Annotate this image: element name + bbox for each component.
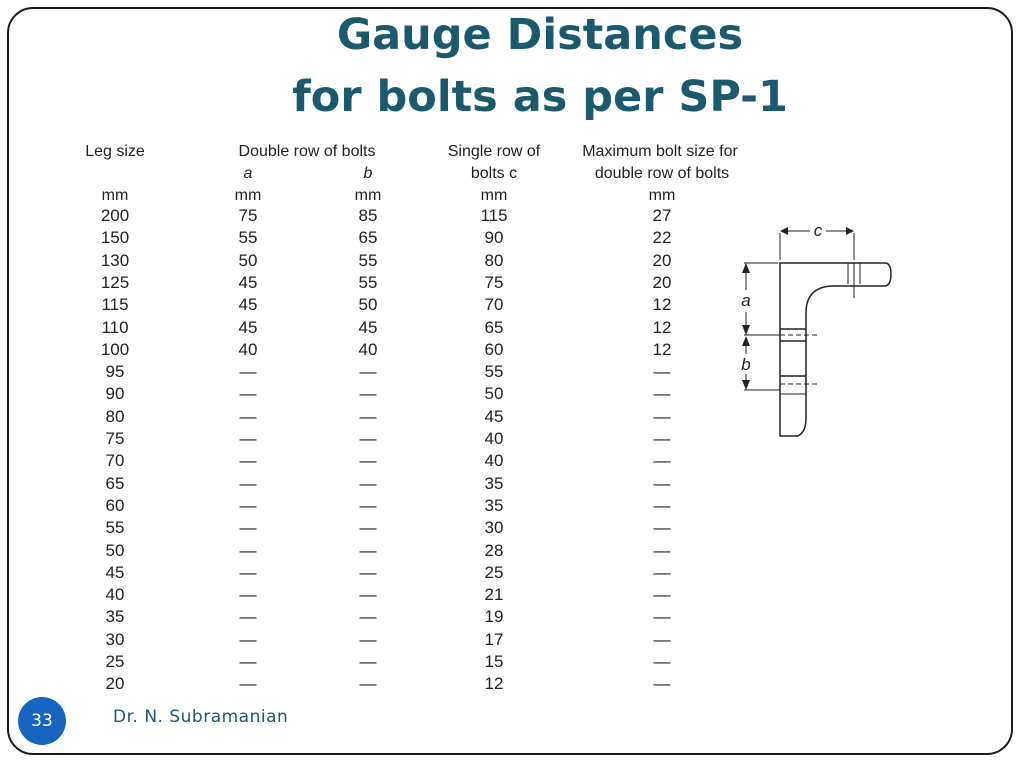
cell-single-row: 25 <box>484 562 504 582</box>
cell-max-bolt-size: 27 <box>652 206 672 225</box>
header-column-a: a <box>243 165 253 182</box>
cell-max-bolt-size: — <box>653 473 671 493</box>
cell-single-row: 65 <box>484 317 504 337</box>
cell-leg-size: 130 <box>100 250 130 270</box>
cell-leg-size: 20 <box>105 674 125 694</box>
cell-b: — <box>359 429 377 448</box>
cell-b: — <box>359 518 377 538</box>
cell-max-bolt-size: — <box>653 562 671 582</box>
cell-b: — <box>359 585 377 605</box>
cell-leg-size: 125 <box>100 272 130 292</box>
c-arrow-right <box>846 227 854 235</box>
cell-a: — <box>239 674 257 694</box>
cell-leg-size: 90 <box>105 384 125 404</box>
cell-b: 40 <box>358 339 378 359</box>
cell-b: 55 <box>358 272 378 292</box>
angle-outline <box>780 263 891 436</box>
cell-a: — <box>239 540 257 560</box>
cell-leg-size: 80 <box>105 406 125 426</box>
cell-leg-size: 35 <box>105 607 125 627</box>
cell-a: 50 <box>238 250 258 270</box>
cell-leg-size: 40 <box>105 585 125 605</box>
header-leg-size: Leg size <box>85 143 145 160</box>
cell-single-row: 35 <box>484 495 504 515</box>
cell-single-row: 55 <box>484 362 504 382</box>
cell-max-bolt-size: — <box>653 629 671 649</box>
cell-max-bolt-size: — <box>653 495 671 515</box>
cell-single-row: 28 <box>484 540 504 560</box>
cell-a: — <box>239 406 257 426</box>
cell-b: — <box>359 540 377 560</box>
a-arrow-top <box>742 263 750 273</box>
cell-leg-size: 200 <box>100 206 130 225</box>
angle-section-diagram <box>736 218 896 448</box>
cell-a: — <box>239 562 257 582</box>
unit-max-bolt: mm <box>648 187 676 204</box>
header-column-b: b <box>363 165 373 182</box>
cell-leg-size: 55 <box>105 518 125 538</box>
cell-leg-size: 110 <box>101 317 129 337</box>
a-arrow-bottom <box>742 325 750 335</box>
cell-leg-size: 30 <box>105 629 125 649</box>
cell-leg-size: 95 <box>105 362 125 382</box>
label-c: c <box>813 221 823 240</box>
cell-leg-size: 45 <box>105 562 125 582</box>
cell-a: — <box>239 384 257 404</box>
cell-single-row: 75 <box>484 272 504 292</box>
cell-b: — <box>359 495 377 515</box>
cell-a: — <box>239 607 257 627</box>
cell-a: — <box>239 629 257 649</box>
cell-b: — <box>359 629 377 649</box>
cell-single-row: 40 <box>484 451 504 471</box>
cell-b: — <box>359 562 377 582</box>
header-single-row-line-2: bolts c <box>470 165 518 182</box>
cell-max-bolt-size: — <box>653 674 671 694</box>
cell-a: 55 <box>238 228 258 248</box>
cell-leg-size: 75 <box>105 429 125 448</box>
header-single-row-line-1: Single row of <box>447 143 541 160</box>
cell-single-row: 45 <box>484 406 504 426</box>
cell-max-bolt-size: 12 <box>652 295 672 315</box>
cell-max-bolt-size: — <box>653 540 671 560</box>
unit-b: mm <box>354 187 382 204</box>
cell-leg-size: 150 <box>100 228 130 248</box>
header-max-bolt-line-2: double row of bolts <box>594 165 730 182</box>
cell-single-row: 115 <box>480 206 508 225</box>
cell-max-bolt-size: — <box>653 406 671 426</box>
cell-single-row: 50 <box>484 384 504 404</box>
cell-max-bolt-size: — <box>653 429 671 448</box>
cell-single-row: 80 <box>484 250 504 270</box>
cell-a: 75 <box>238 206 258 225</box>
cell-max-bolt-size: 20 <box>652 250 672 270</box>
cell-b: — <box>359 674 377 694</box>
slide-title-line-2: for bolts as per SP-1 <box>292 72 788 122</box>
unit-a: mm <box>234 187 262 204</box>
b-arrow-top <box>742 336 750 346</box>
cell-b: 65 <box>358 228 378 248</box>
cell-max-bolt-size: — <box>653 607 671 627</box>
unit-single-row: mm <box>480 187 508 204</box>
label-b: b <box>741 355 751 374</box>
label-a: a <box>741 291 751 310</box>
cell-max-bolt-size: — <box>653 362 671 382</box>
cell-single-row: 40 <box>484 429 504 448</box>
cell-single-row: 30 <box>484 518 504 538</box>
cell-single-row: 35 <box>484 473 504 493</box>
cell-a: — <box>239 451 257 471</box>
cell-a: — <box>239 585 257 605</box>
cell-a: 45 <box>238 317 258 337</box>
author-footer: Dr. N. Subramanian <box>113 707 289 727</box>
cell-b: 55 <box>358 250 378 270</box>
cell-a: — <box>239 429 257 448</box>
cell-max-bolt-size: — <box>653 585 671 605</box>
cell-leg-size: 60 <box>105 495 125 515</box>
cell-b: — <box>359 451 377 471</box>
cell-leg-size: 65 <box>105 473 125 493</box>
page-number-badge: 33 <box>18 697 66 745</box>
cell-b: — <box>359 607 377 627</box>
cell-single-row: 60 <box>484 339 504 359</box>
cell-b: 85 <box>358 206 378 225</box>
cell-max-bolt-size: 12 <box>652 317 672 337</box>
cell-b: — <box>359 473 377 493</box>
cell-single-row: 12 <box>484 674 504 694</box>
cell-a: — <box>239 362 257 382</box>
cell-leg-size: 50 <box>105 540 125 560</box>
header-double-row: Double row of bolts <box>238 143 376 160</box>
cell-b: — <box>359 652 377 671</box>
cell-b: — <box>359 406 377 426</box>
cell-b: — <box>359 362 377 382</box>
cell-a: 45 <box>238 272 258 292</box>
cell-max-bolt-size: 12 <box>652 339 672 359</box>
cell-b: 45 <box>358 317 378 337</box>
cell-max-bolt-size: 22 <box>652 228 672 248</box>
cell-single-row: 90 <box>484 228 504 248</box>
cell-a: — <box>239 495 257 515</box>
c-arrow-left <box>780 227 788 235</box>
slide-title-line-1: Gauge Distances <box>336 10 744 60</box>
cell-leg-size: 70 <box>105 451 125 471</box>
cell-single-row: 17 <box>484 629 504 649</box>
cell-a: 45 <box>238 295 258 315</box>
cell-max-bolt-size: — <box>653 518 671 538</box>
cell-b: 50 <box>358 295 378 315</box>
cell-max-bolt-size: — <box>653 652 671 671</box>
cell-max-bolt-size: 20 <box>652 272 672 292</box>
cell-a: — <box>239 518 257 538</box>
cell-max-bolt-size: — <box>653 451 671 471</box>
b-arrow-bottom <box>742 380 750 390</box>
cell-max-bolt-size: — <box>653 384 671 404</box>
unit-leg-size: mm <box>101 187 129 204</box>
cell-a: — <box>239 473 257 493</box>
cell-leg-size: 25 <box>105 652 125 671</box>
header-max-bolt-line-1: Maximum bolt size for <box>582 143 738 160</box>
cell-a: 40 <box>238 339 258 359</box>
cell-single-row: 19 <box>484 607 504 627</box>
cell-single-row: 21 <box>484 585 504 605</box>
cell-single-row: 70 <box>484 295 504 315</box>
cell-single-row: 15 <box>484 652 504 671</box>
cell-leg-size: 100 <box>100 339 130 359</box>
cell-leg-size: 115 <box>101 295 129 315</box>
cell-b: — <box>359 384 377 404</box>
cell-a: — <box>239 652 257 671</box>
